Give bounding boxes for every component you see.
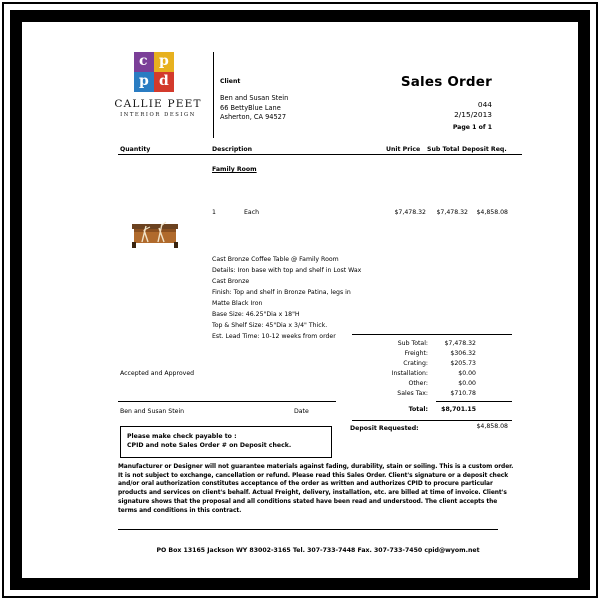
totals-row bbox=[352, 370, 512, 380]
col-quantity: Quantity bbox=[120, 146, 151, 153]
description-line: Finish: Top and shelf in Bronze Patina, legs in bbox=[212, 289, 351, 297]
document-frame bbox=[10, 10, 590, 590]
client-city: Asherton, CA 94527 bbox=[220, 113, 287, 122]
logo-mark-icon bbox=[134, 52, 174, 92]
client-address bbox=[220, 94, 288, 123]
sales-order-document bbox=[22, 22, 578, 578]
description-line: Details: Iron base with top and shelf in Lost Wax bbox=[212, 267, 362, 275]
deposit-requested-value: $4,858.08 bbox=[476, 423, 508, 430]
description-line: Base Size: 46.25"Dia x 18"H bbox=[212, 311, 300, 319]
other-label: Other: bbox=[408, 380, 428, 387]
client-label: Client bbox=[220, 78, 241, 85]
logo-square bbox=[154, 72, 174, 92]
item-unit-price: $7,478.32 bbox=[394, 209, 426, 216]
header-divider bbox=[213, 52, 214, 138]
item-deposit: $4,858.08 bbox=[476, 209, 508, 216]
col-unit-price: Unit Price bbox=[386, 146, 421, 153]
payment-instructions-box bbox=[120, 426, 332, 458]
deposit-requested-label: Deposit Requested: bbox=[350, 425, 419, 432]
col-deposit-req: Deposit Req. bbox=[462, 146, 507, 153]
signature-line bbox=[118, 401, 336, 402]
order-number: 044 bbox=[477, 100, 492, 109]
payment-line: Please make check payable to : bbox=[127, 433, 237, 440]
logo-square bbox=[134, 72, 154, 92]
page-indicator: Page 1 of 1 bbox=[452, 124, 492, 131]
company-name: CALLIE PEET bbox=[114, 98, 202, 110]
sales-tax-value: $710.78 bbox=[450, 390, 476, 397]
crating-label: Crating: bbox=[403, 360, 428, 367]
installation-label: Installation: bbox=[391, 370, 428, 377]
description-line: Est. Lead Time: 10-12 weeks from order bbox=[212, 333, 336, 341]
subtotal-label: Sub Total: bbox=[397, 340, 428, 347]
total-label: Total: bbox=[408, 406, 428, 413]
totals-row bbox=[352, 340, 512, 350]
description-line: Matte Black Iron bbox=[212, 300, 263, 308]
totals-row bbox=[352, 390, 512, 400]
item-quantity: 1 bbox=[212, 209, 216, 216]
signature-date-label: Date bbox=[294, 408, 309, 415]
footer-rule bbox=[118, 529, 498, 530]
company-tagline: INTERIOR DESIGN bbox=[120, 112, 196, 118]
totals-top-rule bbox=[352, 334, 512, 335]
order-date: 2/15/2013 bbox=[454, 110, 492, 119]
logo-square bbox=[134, 52, 154, 72]
header-rule bbox=[118, 154, 522, 155]
client-name: Ben and Susan Stein bbox=[220, 94, 289, 102]
logo-letter: p bbox=[159, 53, 169, 69]
other-value: $0.00 bbox=[458, 380, 476, 387]
logo-letter: c bbox=[139, 53, 148, 69]
accepted-approved-label: Accepted and Approved bbox=[120, 370, 195, 377]
crating-value: $205.73 bbox=[450, 360, 476, 367]
item-description bbox=[212, 254, 361, 342]
document-title: Sales Order bbox=[400, 74, 492, 90]
totals-row bbox=[352, 350, 512, 360]
freight-label: Freight: bbox=[404, 350, 428, 357]
installation-value: $0.00 bbox=[458, 370, 476, 377]
coffee-table-photo-icon bbox=[128, 218, 182, 248]
item-unit: Each bbox=[244, 209, 260, 216]
total-rule bbox=[436, 401, 512, 402]
item-sub-total: $7,478.32 bbox=[436, 209, 468, 216]
description-line: Cast Bronze bbox=[212, 278, 250, 286]
logo-letter: p bbox=[139, 73, 149, 89]
payment-line: CPID and note Sales Order # on Deposit check. bbox=[127, 442, 292, 450]
totals-row bbox=[352, 360, 512, 370]
company-logo bbox=[108, 52, 208, 150]
deposit-top-rule bbox=[352, 420, 512, 421]
description-line: Top & Shelf Size: 45"Dia x 3/4" Thick. bbox=[212, 322, 328, 330]
terms-and-conditions: Manufacturer or Designer will not guarantee materials against fading, durability, stain or soiling. This is a custom order. It is not subject to exchange, cancellation or refund. Please read this Sales Order. Client's signature or a deposit check and/or oral authorization constitutes acceptance of the order as written and authorizes CPID to procure particular products and services on client's behalf. Actual Freight, delivery, installation, etc. are billed at time of invoice. Client's signature shows that the proposal and all conditions stated have been read and understood. The client accepts the terms and conditions in this contract. bbox=[118, 464, 514, 514]
logo-letter: d bbox=[159, 73, 169, 89]
company-contact-footer: PO Box 13165 Jackson WY 83002-3165 Tel. 307-733-7448 Fax. 307-733-7450 cpid@wyom.net bbox=[156, 547, 480, 554]
col-sub-total: Sub Total bbox=[427, 146, 460, 153]
signer-name: Ben and Susan Stein bbox=[120, 408, 185, 415]
totals-row bbox=[352, 406, 512, 416]
col-description: Description bbox=[212, 146, 253, 153]
freight-value: $306.32 bbox=[450, 350, 476, 357]
logo-square bbox=[154, 52, 174, 72]
description-line: Cast Bronze Coffee Table @ Family Room bbox=[212, 256, 339, 263]
client-street: 66 BettyBlue Lane bbox=[220, 103, 281, 112]
room-section-title: Family Room bbox=[212, 166, 257, 173]
total-value: $8,701.15 bbox=[441, 406, 476, 413]
sales-tax-label: Sales Tax: bbox=[397, 390, 428, 397]
totals-row bbox=[352, 380, 512, 390]
subtotal-value: $7,478.32 bbox=[444, 340, 476, 347]
